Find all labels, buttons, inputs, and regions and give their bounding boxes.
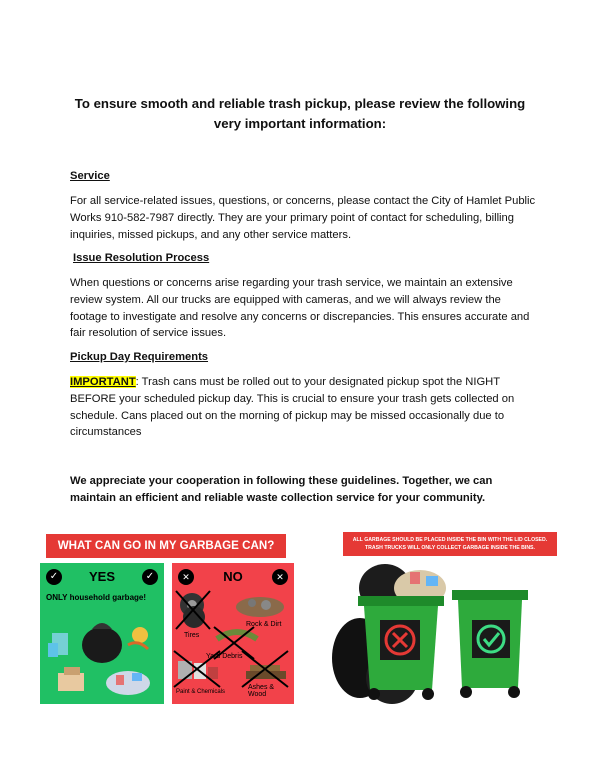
x-icon: ✕ — [178, 569, 194, 585]
issue-body: When questions or concerns arise regarding your trash service, we maintain an extensive review system. All our trucks are equipped with cameras, and we will always review the footage to investigate and resolve any concerns or discrepancies. This ensures accurate and fair resolution of service issues. — [70, 277, 530, 340]
no-item-yard-debris: Yard Debris — [206, 653, 243, 660]
pickup-heading: Pickup Day Requirements — [70, 351, 209, 363]
household-garbage-illustration — [40, 603, 164, 703]
no-item-paint-chemicals: Paint & Chemicals — [176, 689, 226, 695]
no-item-tires: Tires — [184, 632, 200, 639]
service-body: For all service-related issues, questions, or concerns, please contact the City of Hamlet Public Works 910-582-7987 directly. They are your primary point of contact for scheduling, billing inquiries, missed pickups, and any other service matters. — [70, 195, 536, 241]
bins-banner — [343, 532, 557, 556]
pickup-text: : Trash cans must be rolled out to your designated pickup spot the NIGHT BEFORE your scheduled pickup day. This is crucial to ensure your trash gets collected on schedule. Cans placed out on the morning of pickup may be missed occasionally due to circumstances — [70, 376, 515, 439]
important-highlight: IMPORTANT — [70, 376, 136, 388]
closing-statement: We appreciate your cooperation in following these guidelines. Together, we can maintain an efficient and reliable waste collection service for your community. — [70, 475, 493, 504]
issue-heading: Issue Resolution Process — [73, 252, 210, 264]
x-icon: ✕ — [272, 569, 288, 585]
yes-subtitle: ONLY household garbage! — [46, 593, 147, 602]
pickup-body — [70, 374, 540, 441]
yes-title: YES — [88, 569, 115, 584]
no-item-ashes-wood: Ashes & Wood — [248, 684, 275, 698]
page-title: To ensure smooth and reliable trash pickup, please review the following very important information: — [74, 96, 526, 131]
check-icon: ✓ — [142, 569, 158, 585]
no-panel — [172, 563, 294, 704]
no-item-rock-dirt: Rock & Dirt — [246, 621, 282, 628]
garbage-bins-illustration — [330, 558, 540, 708]
service-heading: Service — [70, 170, 110, 182]
no-title: NO — [223, 569, 243, 584]
garbage-banner: WHAT CAN GO IN MY GARBAGE CAN? — [46, 534, 286, 558]
check-icon: ✓ — [46, 569, 62, 585]
yes-panel — [40, 563, 164, 704]
bins-banner-line-2: TRASH TRUCKS WILL ONLY COLLECT GARBAGE INSIDE THE BINS. — [365, 545, 535, 551]
bins-banner-line-1: ALL GARBAGE SHOULD BE PLACED INSIDE THE BIN WITH THE LID CLOSED. — [352, 537, 548, 543]
